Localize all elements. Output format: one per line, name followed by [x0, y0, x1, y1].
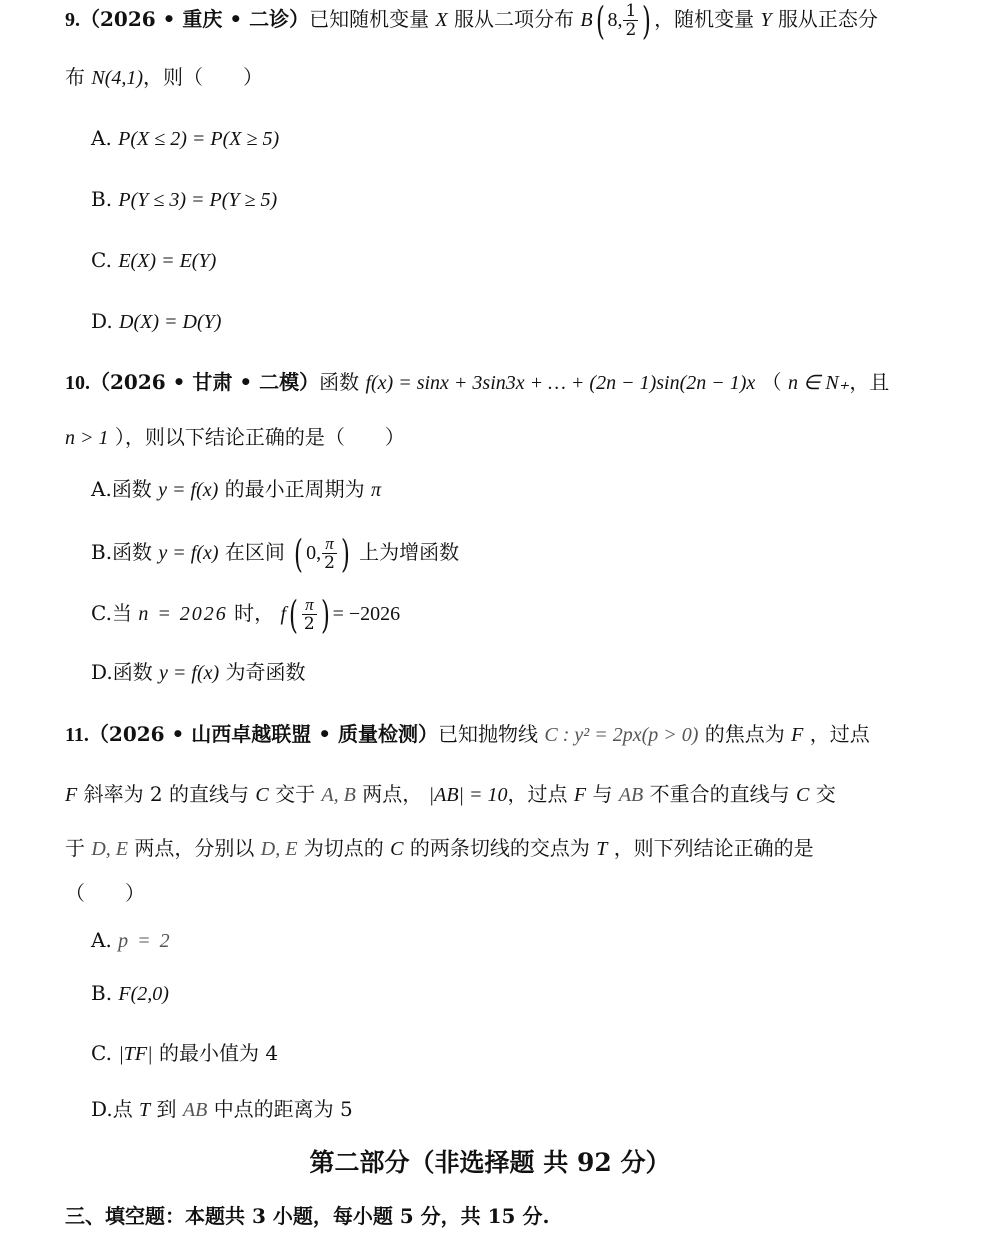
fraction-denominator: 2 — [625, 20, 637, 40]
q9-option-a[interactable] — [91, 123, 1000, 154]
fraction-denominator: 2 — [303, 614, 315, 634]
q11-math: C — [796, 784, 810, 806]
q11-text: 两点， — [362, 782, 423, 806]
option-text: 到 — [156, 1097, 177, 1121]
q9-option-b[interactable] — [91, 184, 1000, 215]
q10-text: 函数 — [319, 370, 360, 394]
q9-text: ，随机变量 — [654, 7, 755, 31]
q11-math: A, B — [321, 784, 356, 806]
q10-stem-line-1 — [65, 367, 1000, 398]
q10-source: （2026 • 甘肃 • 二模） — [90, 370, 320, 394]
option-math: y = f(x) — [158, 479, 219, 501]
q9-var-x: X — [435, 9, 448, 31]
q11-math: |AB| = 10 — [428, 784, 508, 806]
q11-text: 两点，分别以 — [134, 836, 255, 860]
paren-left: ( — [294, 531, 304, 576]
q9-text: ，则（ ） — [143, 65, 264, 89]
option-text: 上为增函数 — [359, 540, 460, 564]
option-math: D(X) = D(Y) — [119, 311, 222, 333]
option-label: D. — [91, 309, 113, 333]
paren-right: ) — [320, 592, 330, 637]
interval-fraction — [322, 535, 337, 572]
q9-binom-fraction — [623, 2, 638, 39]
q11-text: 交 — [815, 782, 836, 806]
q9-normal: N(4,1) — [91, 67, 144, 89]
option-label: D. — [91, 1097, 113, 1121]
q11-curve: C : y² = 2px(p > 0) — [544, 724, 699, 746]
q11-option-d[interactable] — [91, 1094, 1000, 1125]
q9-binom-n: 8, — [607, 9, 623, 31]
q10-text: （ — [761, 370, 782, 394]
q11-text: 为切点的 — [303, 836, 384, 860]
q10-text: ），则以下结论正确的是（ ） — [114, 425, 405, 449]
q9-stem-line-2 — [65, 62, 1000, 93]
function-name: f — [280, 603, 287, 625]
q9-text: 服从二项分布 — [454, 7, 575, 31]
q10-number: 10. — [65, 372, 90, 394]
q11-stem-line-2 — [65, 779, 1000, 810]
q9-text: 服从正态分 — [777, 7, 878, 31]
q11-math: C — [390, 838, 404, 860]
q11-text: 交于 — [275, 782, 316, 806]
option-text: 为奇函数 — [225, 660, 306, 684]
option-text: 点 — [112, 1097, 133, 1121]
option-math: F(2,0) — [118, 983, 169, 1005]
q9-option-c[interactable] — [91, 245, 1000, 276]
option-label: B. — [91, 981, 113, 1005]
option-math: y = f(x) — [158, 542, 219, 564]
q11-number: 11. — [65, 724, 89, 746]
q9-stem-line-1 — [65, 0, 1000, 43]
fraction-numerator: 1 — [625, 1, 637, 21]
option-text: 的最小值为 4 — [159, 1041, 279, 1065]
q11-text: 与 — [592, 782, 613, 806]
q10-stem-line-2 — [65, 422, 1000, 453]
q10-condition-n: n > 1 — [65, 427, 109, 449]
q11-text: ，过点 — [809, 722, 870, 746]
option-text: 当 — [111, 601, 132, 625]
q11-math: F — [65, 784, 78, 806]
q11-stem-line-4 — [65, 878, 1000, 908]
q9-text: 已知随机变量 — [309, 7, 430, 31]
fill-in-blank-heading: 三、填空题：本题共 3 小题，每小题 5 分，共 15 分. — [65, 1204, 550, 1228]
q9-number: 9. — [65, 9, 80, 31]
interval-start: 0, — [306, 542, 322, 564]
q11-text: 斜率为 2 的直线与 — [83, 782, 250, 806]
option-math: P(X ≤ 2) = P(X ≥ 5) — [118, 128, 280, 150]
option-math: AB — [182, 1099, 208, 1121]
q11-option-c[interactable] — [91, 1038, 1000, 1069]
option-math: T — [139, 1099, 151, 1121]
option-math: p = 2 — [118, 930, 172, 952]
option-label: B. — [91, 540, 113, 564]
q9-text: 布 — [65, 65, 85, 89]
q11-source: （2026 • 山西卓越联盟 • 质量检测） — [88, 722, 438, 746]
q11-text: 已知抛物线 — [438, 722, 538, 746]
q11-text: 的焦点为 — [704, 722, 785, 746]
option-label: C. — [91, 248, 112, 272]
q10-option-d[interactable] — [91, 657, 1000, 688]
fraction-numerator: π — [302, 596, 317, 615]
q11-math: F — [573, 784, 587, 806]
paren-left: ( — [289, 592, 298, 637]
q11-math: AB — [618, 784, 644, 806]
q11-option-b[interactable] — [91, 978, 1000, 1009]
fraction-denominator: 2 — [324, 553, 335, 573]
q11-stem-line-1 — [65, 719, 1000, 750]
q9-binom-head: B — [580, 9, 593, 31]
q9-option-d[interactable] — [91, 306, 1000, 337]
paren-right: ) — [642, 0, 652, 43]
option-label: A. — [91, 477, 112, 501]
option-math: |TF| — [118, 1043, 153, 1065]
section-title: 第二部分（非选择题 共 92 分） — [309, 1148, 671, 1177]
paren-left: ( — [595, 0, 605, 43]
option-math: = −2026 — [332, 603, 401, 625]
q10-option-b[interactable] — [91, 531, 1000, 576]
option-math: π — [371, 479, 382, 501]
q11-math: C — [255, 784, 269, 806]
q11-text: 的两条切线的交点为 — [409, 836, 590, 860]
q11-answer-blank: （ ） — [65, 881, 145, 905]
q11-stem-line-3 — [65, 833, 1000, 864]
q10-condition: n ∈ N₊ — [787, 372, 850, 394]
option-text: 函数 — [111, 477, 152, 501]
option-label: A. — [91, 928, 112, 952]
q10-text: ，且 — [849, 370, 890, 394]
q11-text: ，过点 — [507, 782, 568, 806]
q11-text: 不重合的直线与 — [649, 782, 790, 806]
option-math: P(Y ≤ 3) = P(Y ≥ 5) — [118, 189, 278, 211]
q11-option-a[interactable] — [91, 925, 1000, 956]
option-text: 时， — [234, 601, 275, 625]
option-label: A. — [91, 126, 112, 150]
option-text: 中点的距离为 5 — [213, 1097, 353, 1121]
q11-text: ，则下列结论正确的是 — [613, 836, 814, 860]
option-text: 在区间 — [224, 540, 285, 564]
q10-formula: f(x) = sinx + 3sin3x + … + (2n − 1)sin(2n − 1)x — [365, 372, 756, 394]
option-label: C. — [91, 1041, 112, 1065]
option-label: D. — [91, 660, 113, 684]
option-text: 函数 — [112, 540, 153, 564]
option-math: E(X) = E(Y) — [118, 250, 217, 272]
q9-var-y: Y — [760, 9, 772, 31]
option-math: n = 2026 — [138, 603, 228, 625]
q10-option-a[interactable] — [91, 474, 1000, 505]
option-text: 函数 — [112, 660, 153, 684]
option-label: B. — [91, 187, 113, 211]
q10-option-c[interactable] — [91, 592, 1000, 637]
paren-right: ) — [340, 531, 350, 576]
option-math: y = f(x) — [159, 662, 220, 684]
option-text: 的最小正周期为 — [224, 477, 365, 501]
q11-focus: F — [791, 724, 804, 746]
q11-math: T — [596, 838, 608, 860]
q11-math: D, E — [91, 838, 129, 860]
option-label: C. — [91, 601, 112, 625]
fraction-numerator: π — [322, 535, 337, 554]
q11-text: 于 — [65, 836, 85, 860]
argument-fraction — [302, 596, 317, 633]
q9-source: （2026 • 重庆 • 二诊） — [80, 7, 310, 31]
q11-math: D, E — [260, 838, 298, 860]
